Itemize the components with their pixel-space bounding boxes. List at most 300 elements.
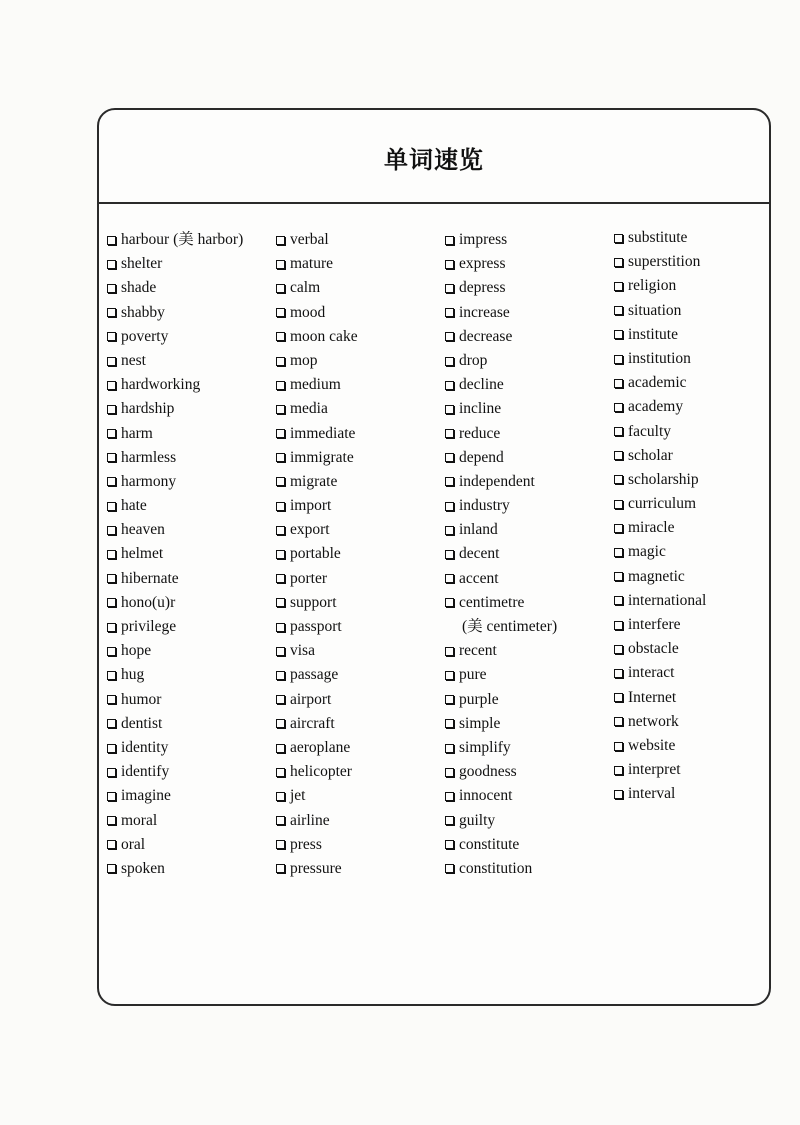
checkbox-icon [445,453,454,462]
word-text: curriculum [628,495,697,513]
word-text: identity [121,738,169,756]
word-text: moral [121,811,158,829]
word-text: porter [290,569,328,587]
word-item [614,250,774,274]
word-text: miracle [628,519,675,537]
word-text: pure [459,666,487,684]
word-text: immigrate [290,448,354,466]
word-text: migrate [290,472,338,490]
word-text: mature [290,255,334,273]
checkbox-icon [276,671,285,680]
checkbox-icon [276,284,285,293]
checkbox-icon [445,695,454,704]
word-text: international [628,591,707,609]
word-item [107,422,267,446]
checkbox-icon [276,864,285,873]
word-column-2 [276,228,436,881]
word-item [276,567,436,591]
page-title: 单词速览 [384,146,484,174]
checkbox-icon [276,308,285,317]
checkbox-icon [107,864,116,873]
word-text: oral [121,835,146,853]
word-item [614,492,774,516]
word-item [107,663,267,687]
word-item [276,494,436,518]
word-item [445,760,605,784]
word-item [445,446,605,470]
word-item [445,518,605,542]
word-item [107,784,267,808]
word-item [276,736,436,760]
word-item [445,470,605,494]
word-text: magnetic [628,567,685,585]
checkbox-icon [614,596,623,605]
word-text: jet [290,787,306,805]
checkbox-icon [107,284,116,293]
word-item [445,736,605,760]
word-item [276,446,436,470]
word-column-1 [107,228,267,881]
checkbox-icon [107,332,116,341]
word-text: press [290,835,322,853]
word-item [107,760,267,784]
word-item [107,373,267,397]
checkbox-icon [614,427,623,436]
word-item [445,833,605,857]
checkbox-icon [445,357,454,366]
checkbox-icon [445,477,454,486]
word-item [614,613,774,637]
word-column-3 [445,228,605,881]
word-item [107,252,267,276]
word-item [614,274,774,298]
checkbox-icon [445,308,454,317]
checkbox-icon [445,550,454,559]
word-text: support [290,593,337,611]
word-text: humor [121,690,162,708]
checkbox-icon [276,695,285,704]
word-text: drop [459,351,488,369]
word-text: purple [459,690,499,708]
word-text: industry [459,497,510,515]
checkbox-icon [107,574,116,583]
checkbox-icon [614,717,623,726]
word-text: academy [628,398,684,416]
checkbox-icon [614,669,623,678]
word-text: institute [628,325,678,343]
word-text: substitute [628,229,688,246]
word-item [445,349,605,373]
word-item [614,734,774,758]
checkbox-icon [614,572,623,581]
checkbox-icon [107,695,116,704]
word-text: decent [459,545,500,563]
checkbox-icon [445,768,454,777]
checkbox-icon [445,429,454,438]
word-item [276,518,436,542]
word-column-4 [614,226,774,807]
checkbox-icon [614,282,623,291]
word-item [276,542,436,566]
checkbox-icon [107,623,116,632]
word-item [614,371,774,395]
checkbox-icon [614,475,623,484]
word-item [276,276,436,300]
checkbox-icon [614,766,623,775]
checkbox-icon [107,840,116,849]
word-text: helmet [121,545,164,563]
checkbox-icon [445,405,454,414]
word-item [614,347,774,371]
checkbox-icon [276,260,285,269]
word-text: innocent [459,787,513,805]
word-item [445,809,605,833]
checkbox-icon [614,379,623,388]
word-item [276,663,436,687]
checkbox-icon [614,621,623,630]
word-item [445,276,605,300]
word-text: simplify [459,738,511,756]
word-text: impress [459,231,508,248]
word-text: visa [290,642,315,660]
checkbox-icon [107,792,116,801]
word-text: hibernate [121,569,179,587]
word-item [445,228,605,252]
word-item [276,857,436,881]
checkbox-icon [614,306,623,315]
word-text: dentist [121,714,163,732]
word-text: centimetre [459,593,525,611]
word-text: situation [628,301,682,319]
checkbox-icon [445,792,454,801]
word-text: aircraft [290,714,335,732]
word-text: constitute [459,835,520,853]
word-text: depend [459,448,504,466]
word-item [276,373,436,397]
checkbox-icon [614,500,623,509]
checkbox-icon [445,381,454,390]
word-item [276,325,436,349]
word-text: constitution [459,859,533,877]
word-text: immediate [290,424,356,442]
word-text: inland [459,521,498,539]
word-text: passport [290,618,342,635]
checkbox-icon [614,548,623,557]
word-item [614,661,774,685]
checkbox-icon [614,790,623,799]
checkbox-icon [276,550,285,559]
word-item [445,422,605,446]
word-text: hardworking [121,376,201,394]
word-item [107,494,267,518]
checkbox-icon [107,671,116,680]
word-item [614,758,774,782]
word-text: hug [121,666,145,684]
word-item [445,688,605,712]
word-item [445,591,605,615]
word-text: obstacle [628,640,679,658]
word-item [107,325,267,349]
checkbox-icon [107,357,116,366]
word-text: (美 centimeter) [462,618,558,635]
word-text: mood [290,303,326,321]
word-text: imagine [121,787,171,805]
word-item [107,688,267,712]
word-text: goodness [459,763,517,781]
word-text: decrease [459,327,513,345]
checkbox-icon [614,258,623,267]
word-text: shabby [121,303,165,321]
word-text: hono(u)r [121,593,176,611]
word-text: nest [121,351,146,369]
word-item [614,710,774,734]
checkbox-icon [276,453,285,462]
checkbox-icon [445,236,454,245]
word-text: interfere [628,616,681,633]
word-item [445,567,605,591]
checkbox-icon [276,574,285,583]
word-item [276,712,436,736]
word-text: identify [121,763,170,781]
word-text: poverty [121,327,169,345]
checkbox-icon [614,355,623,364]
word-item [614,516,774,540]
word-item [614,395,774,419]
word-item [276,397,436,421]
word-item [614,299,774,323]
word-text: harbour (美 harbor) [121,231,244,248]
checkbox-icon [445,840,454,849]
word-item [445,639,605,663]
checkbox-icon [276,477,285,486]
word-item [107,397,267,421]
word-item [614,540,774,564]
checkbox-icon [445,526,454,535]
word-text: interpret [628,761,681,779]
word-item [107,301,267,325]
checkbox-icon [276,429,285,438]
word-item [276,833,436,857]
word-item [445,373,605,397]
word-text: guilty [459,811,496,829]
word-text: media [290,400,328,418]
checkbox-icon [276,357,285,366]
word-item [445,325,605,349]
checkbox-icon [445,284,454,293]
checkbox-icon [107,816,116,825]
checkbox-icon [614,524,623,533]
word-text: magic [628,543,666,561]
word-item [614,686,774,710]
checkbox-icon [614,234,623,243]
checkbox-icon [276,840,285,849]
word-text: shelter [121,255,163,273]
checkbox-icon [445,574,454,583]
checkbox-icon [107,526,116,535]
word-text: harmless [121,448,177,466]
checkbox-icon [107,453,116,462]
word-text: export [290,521,330,539]
word-text: institution [628,349,691,367]
word-item [445,663,605,687]
word-text: scholar [628,446,673,464]
checkbox-icon [107,502,116,511]
word-item [276,784,436,808]
word-text: reduce [459,424,501,442]
word-text: express [459,255,506,273]
word-item [445,712,605,736]
word-item [107,639,267,663]
checkbox-icon [107,719,116,728]
checkbox-icon [445,744,454,753]
word-text: hate [121,497,147,515]
word-text: superstition [628,253,701,271]
word-text: accent [459,569,499,587]
word-item [614,420,774,444]
checkbox-icon [276,744,285,753]
word-text: religion [628,277,677,295]
word-item [445,494,605,518]
checkbox-icon [445,864,454,873]
checkbox-icon [276,502,285,511]
checkbox-icon [445,647,454,656]
word-text: interact [628,664,675,682]
word-item [107,857,267,881]
word-text: calm [290,279,321,297]
word-item [276,349,436,373]
word-text: network [628,712,679,730]
word-text: academic [628,374,687,392]
checkbox-icon [107,550,116,559]
word-item [445,397,605,421]
checkbox-icon [276,381,285,390]
word-item [107,276,267,300]
word-item [276,591,436,615]
word-text: import [290,497,332,515]
word-item [614,565,774,589]
word-text: portable [290,545,341,563]
checkbox-icon [107,381,116,390]
word-text: interval [628,785,676,803]
word-text: helicopter [290,763,352,781]
word-item [614,782,774,806]
word-text: aeroplane [290,738,351,756]
checkbox-icon [107,308,116,317]
word-text: pressure [290,859,342,877]
word-text: Internet [628,688,677,706]
word-item [276,228,436,252]
word-text: mop [290,351,318,369]
word-text: recent [459,642,497,660]
word-text: airline [290,811,330,829]
checkbox-icon [445,260,454,269]
word-item [614,226,774,250]
word-item [614,637,774,661]
word-item [276,809,436,833]
checkbox-icon [276,405,285,414]
checkbox-icon [107,647,116,656]
word-item [276,301,436,325]
word-text: faculty [628,422,672,440]
word-text: incline [459,400,502,418]
checkbox-icon [445,502,454,511]
checkbox-icon [276,768,285,777]
checkbox-icon [276,598,285,607]
word-text: privilege [121,618,177,635]
word-text: medium [290,376,341,394]
word-text: decline [459,376,504,394]
word-item [107,833,267,857]
checkbox-icon [614,330,623,339]
word-item [276,252,436,276]
word-text: airport [290,690,332,708]
word-text: passage [290,666,339,684]
checkbox-icon [107,236,116,245]
checkbox-icon [445,332,454,341]
word-item [107,712,267,736]
checkbox-icon [614,451,623,460]
checkbox-icon [276,623,285,632]
checkbox-icon [276,332,285,341]
checkbox-icon [614,403,623,412]
checkbox-icon [276,719,285,728]
word-item [614,444,774,468]
word-item [276,422,436,446]
word-text: spoken [121,859,165,877]
word-item [614,589,774,613]
word-text: hope [121,642,152,660]
checkbox-icon [445,816,454,825]
word-item [107,736,267,760]
checkbox-icon [614,693,623,702]
word-text: verbal [290,231,329,248]
checkbox-icon [445,671,454,680]
checkbox-icon [107,477,116,486]
word-item [107,542,267,566]
checkbox-icon [107,429,116,438]
word-item [276,615,436,639]
word-item [276,639,436,663]
word-text: depress [459,279,506,297]
word-item [107,615,267,639]
checkbox-icon [445,719,454,728]
checkbox-icon [107,260,116,269]
word-item [445,615,605,639]
word-text: scholarship [628,470,699,488]
checkbox-icon [276,236,285,245]
word-item [107,518,267,542]
word-item [107,567,267,591]
word-text: shade [121,279,157,297]
word-item [445,301,605,325]
word-item [276,760,436,784]
word-item [107,228,267,252]
word-text: simple [459,714,501,732]
word-text: independent [459,472,535,490]
word-item [107,349,267,373]
word-text: harmony [121,472,177,490]
word-item [276,688,436,712]
word-text: hardship [121,400,175,418]
word-item [614,323,774,347]
checkbox-icon [107,744,116,753]
checkbox-icon [276,792,285,801]
checkbox-icon [107,405,116,414]
word-item [445,542,605,566]
word-item [445,857,605,881]
checkbox-icon [276,816,285,825]
word-item [107,591,267,615]
